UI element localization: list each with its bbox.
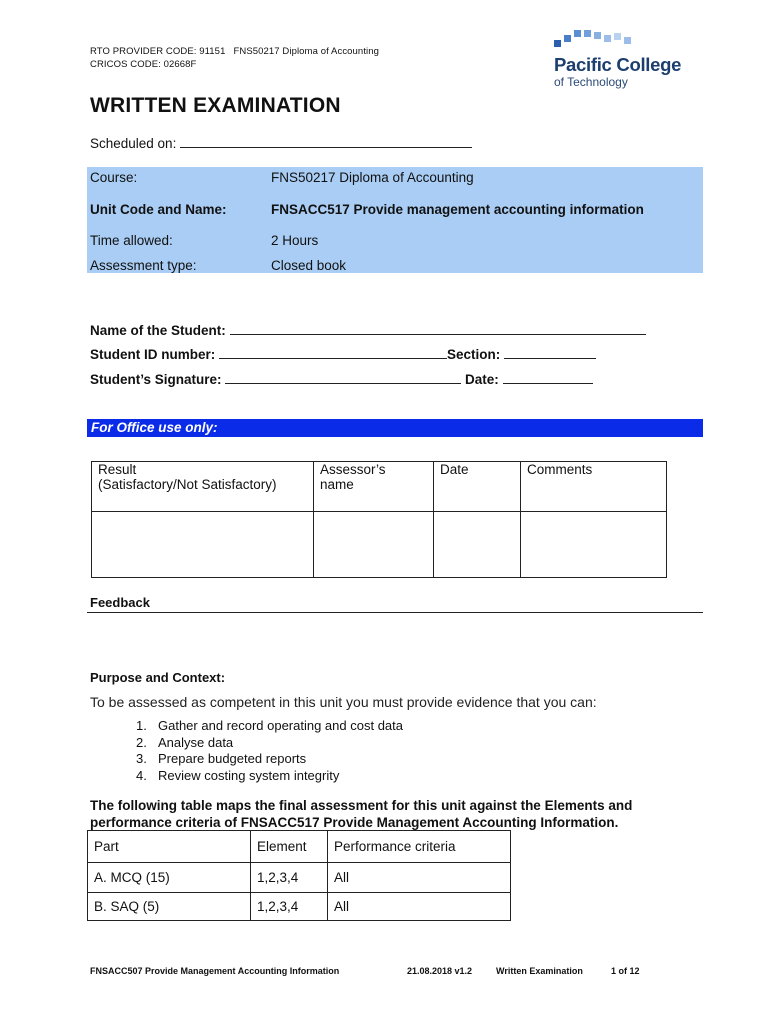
pacific-college-logo: [554, 30, 684, 94]
list-text: Analyse data: [158, 734, 234, 750]
section-label: Section:: [447, 347, 501, 362]
assessment-type-label: Assessment type:: [90, 258, 197, 273]
office-use-bar: [87, 419, 703, 437]
list-item: [136, 718, 403, 735]
student-name-line[interactable]: [230, 323, 646, 335]
date-header-text: Date: [440, 462, 469, 477]
unit-value: FNSACC517 Provide management accounting information: [271, 202, 644, 217]
purpose-intro: To be assessed as competent in this unit you must provide evidence that you can:: [90, 694, 597, 710]
course-value: FNS50217 Diploma of Accounting: [271, 170, 474, 185]
table-row: [88, 831, 511, 863]
purpose-heading: Purpose and Context:: [90, 670, 226, 685]
purpose-list: [136, 718, 403, 784]
list-number: 3.: [136, 751, 147, 766]
footer-unit: FNSACC507 Provide Management Accounting Information: [90, 966, 340, 976]
list-item: [136, 751, 403, 768]
table-row: [88, 893, 511, 921]
course-label: Course:: [90, 170, 138, 185]
logo-name: Pacific College: [554, 54, 682, 75]
result-cell[interactable]: [92, 512, 314, 578]
student-name-label: Name of the Student:: [90, 323, 226, 338]
part-cell: A. MCQ (15): [88, 863, 251, 893]
scheduled-on-row: [90, 136, 472, 151]
office-result-table: [91, 461, 667, 578]
logo-square: [584, 30, 591, 37]
signature-label: Student’s Signature:: [90, 372, 222, 387]
assessment-type-value: Closed book: [271, 258, 347, 273]
header-course: FNS50217 Diploma of Accounting: [233, 46, 380, 57]
header-codes-line: [90, 46, 379, 57]
footer-page-number: 1 of 12: [611, 966, 640, 976]
office-use-label: For Office use only:: [91, 420, 218, 435]
logo-subtitle: of Technology: [554, 75, 628, 89]
date-header: [434, 462, 521, 512]
list-text: Prepare budgeted reports: [158, 751, 307, 766]
element-cell: 1,2,3,4: [251, 863, 328, 893]
list-number: 4.: [136, 767, 147, 783]
student-id-line[interactable]: [219, 347, 447, 359]
time-value: 2 Hours: [271, 233, 319, 248]
feedback-label: Feedback: [90, 595, 150, 610]
list-number: 2.: [136, 734, 147, 750]
date-cell[interactable]: [434, 512, 521, 578]
table-row: [88, 863, 511, 893]
footer-version: 21.08.2018 v1.2: [407, 966, 473, 976]
signature-line[interactable]: [225, 372, 461, 384]
logo-square: [554, 40, 561, 47]
student-signature-row: [90, 372, 593, 387]
table-row: [92, 462, 667, 512]
comments-cell[interactable]: [521, 512, 667, 578]
cricos-code: CRICOS CODE: 02668F: [90, 59, 197, 70]
mapping-paragraph: The following table maps the final assessment for this unit against the Elements and performance criteria of FNSACC517 Provide Management Accounting Information.: [90, 798, 633, 830]
date-line[interactable]: [503, 372, 593, 384]
logo-square: [604, 35, 611, 42]
assessor-header-line1: Assessor’s: [320, 462, 386, 477]
logo-square: [564, 35, 571, 42]
list-text: Review costing system integrity: [158, 767, 340, 783]
criteria-cell: All: [328, 863, 511, 893]
mapping-table: [87, 830, 511, 921]
scheduled-input-line[interactable]: [180, 136, 472, 148]
student-id-label: Student ID number:: [90, 347, 216, 362]
page-title: WRITTEN EXAMINATION: [90, 94, 341, 117]
table-row: [92, 512, 667, 578]
logo-square: [574, 30, 581, 37]
section-line[interactable]: [504, 347, 596, 359]
time-label: Time allowed:: [90, 233, 173, 248]
date-label: Date:: [465, 372, 499, 387]
scheduled-label: Scheduled on:: [90, 136, 177, 151]
logo-square: [614, 33, 621, 40]
result-header-line1: Result: [98, 462, 137, 477]
result-header-line2: (Satisfactory/Not Satisfactory): [98, 477, 277, 492]
list-item: [136, 768, 403, 785]
element-header: Element: [251, 831, 328, 863]
assessor-cell[interactable]: [314, 512, 434, 578]
list-item: [136, 735, 403, 752]
student-name-row: [90, 323, 646, 338]
footer-doc-type: Written Examination: [496, 966, 583, 976]
part-header: Part: [88, 831, 251, 863]
list-number: 1.: [136, 718, 147, 733]
assessor-header: [314, 462, 434, 512]
student-id-row: [90, 347, 596, 362]
criteria-header: Performance criteria: [328, 831, 511, 863]
logo-square: [624, 37, 631, 44]
criteria-cell: All: [328, 893, 511, 921]
part-cell: B. SAQ (5): [88, 893, 251, 921]
unit-label: Unit Code and Name:: [90, 202, 227, 217]
assessor-header-line2: name: [320, 477, 354, 492]
logo-square: [594, 32, 601, 39]
element-cell: 1,2,3,4: [251, 893, 328, 921]
rto-provider-code: RTO PROVIDER CODE: 91151: [90, 46, 226, 57]
feedback-divider: [87, 612, 703, 613]
comments-header: [521, 462, 667, 512]
comments-header-text: Comments: [527, 462, 593, 477]
course-info-box: [87, 167, 703, 273]
result-header: [92, 462, 314, 512]
list-text: Gather and record operating and cost data: [158, 718, 403, 733]
